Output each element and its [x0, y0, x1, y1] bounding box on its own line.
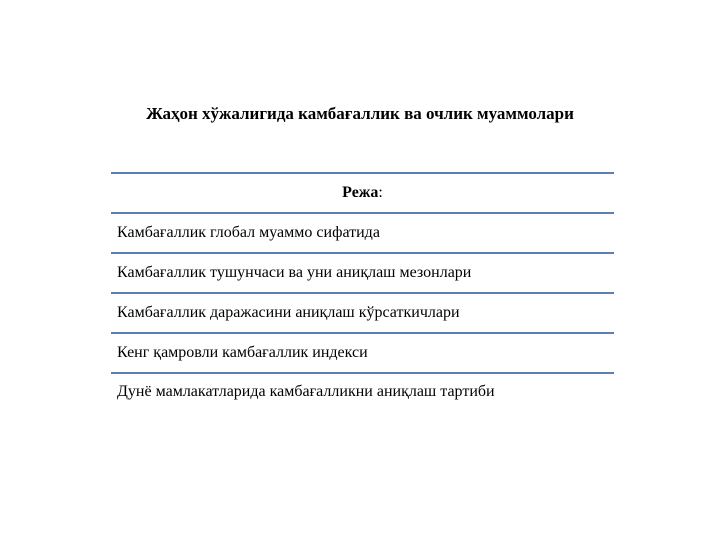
plan-item: Камбағаллик глобал муаммо сифатида: [111, 213, 614, 253]
table-header-row: [111, 173, 614, 213]
plan-item: Дунё мамлакатларида камбағалликни аниқлаш тартиби: [111, 373, 614, 410]
plan-item: Камбағаллик тушунчаси ва уни аниқлаш мезонлари: [111, 253, 614, 293]
table-row: [111, 293, 614, 333]
table-row: [111, 253, 614, 293]
plan-item: Кенг қамровли камбағаллик индекси: [111, 333, 614, 373]
table-row: [111, 213, 614, 253]
table-row: [111, 373, 614, 410]
table-header-cell: [111, 173, 614, 213]
slide-title: Жаҳон хўжалигида камбағаллик ва очлик муаммолари: [146, 104, 574, 123]
plan-table: [111, 172, 614, 410]
plan-item: Камбағаллик даражасини аниқлаш кўрсаткичлари: [111, 293, 614, 333]
plan-header-label: Режа: [342, 184, 379, 201]
plan-header-colon: :: [378, 184, 383, 201]
table-row: [111, 333, 614, 373]
